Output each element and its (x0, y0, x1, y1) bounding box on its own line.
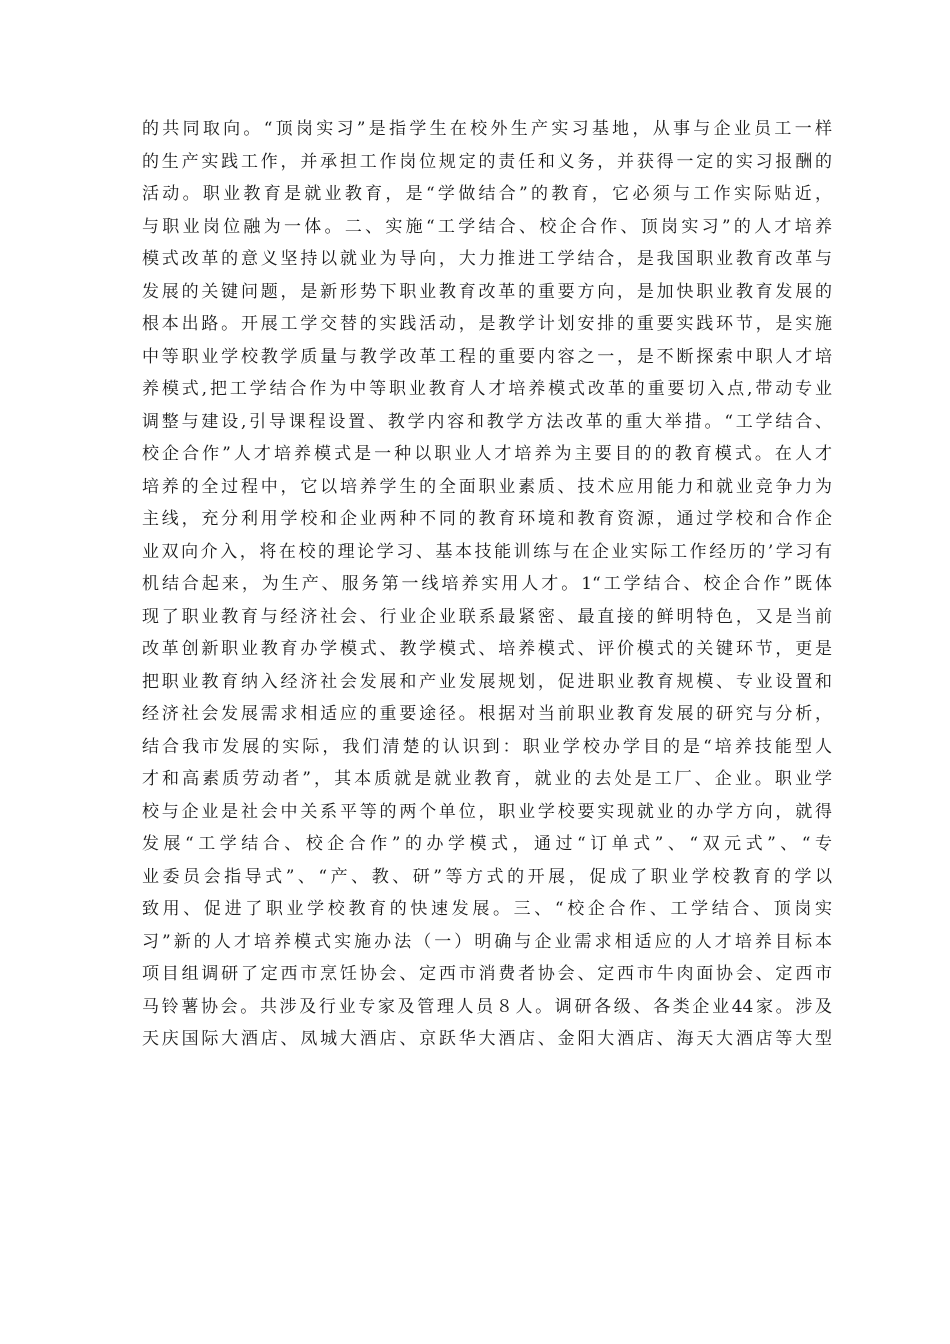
text-line: 校与企业是社会中关系平等的两个单位，职业学校要实现就业的办学方向，就得 (142, 801, 832, 822)
text-line: 调整与建设,引导课程设置、教学内容和教学方法改革的重大举措。“工学结合、 (142, 411, 832, 432)
text-line: 校企合作”人才培养模式是一种以职业人才培养为主要目的的教育模式。在人才 (142, 444, 832, 464)
text-line: 模式改革的意义坚持以就业为导向，大力推进工学结合，是我国职业教育改革与 (142, 249, 832, 269)
text-line: 主线，充分利用学校和企业两种不同的教育环境和教育资源，通过学校和合作企 (142, 509, 832, 529)
text-line: 把职业教育纳入经济社会发展和产业发展规划，促进职业教育规模、专业设置和 (142, 671, 832, 692)
text-line: 与职业岗位融为一体。二、实施“工学结合、校企合作、顶岗实习”的人才培养 (142, 216, 832, 237)
text-line: 活动。职业教育是就业教育，是“学做结合”的教育，它必须与工作实际贴近， (142, 184, 832, 204)
text-line: 发展“工学结合、校企合作”的办学模式，通过“订单式”、“双元式”、“专 (142, 834, 832, 854)
text-line: 天庆国际大酒店、凤城大酒店、京跃华大酒店、金阳大酒店、海天大酒店等大型 (142, 1029, 832, 1049)
text-line: 培养的全过程中，它以培养学生的全面职业素质、技术应用能力和就业竞争力为 (142, 476, 832, 497)
text-line: 的共同取向。“顶岗实习”是指学生在校外生产实习基地，从事与企业员工一样 (142, 119, 832, 139)
text-line: 中等职业学校教学质量与教学改革工程的重要内容之一，是不断探索中职人才培 (142, 346, 832, 367)
text-line: 结合我市发展的实际，我们清楚的认识到：职业学校办学目的是“培养技能型人 (142, 736, 832, 757)
text-line: 项目组调研了定西市烹饪协会、定西市消费者协会、定西市牛肉面协会、定西市 (142, 964, 832, 984)
text-line: 发展的关键问题，是新形势下职业教育改革的重要方向，是加快职业教育发展的 (142, 281, 832, 302)
body-text (142, 113, 832, 1056)
text-line: 经济社会发展需求相适应的重要途径。根据对当前职业教育发展的研究与分析， (142, 704, 832, 724)
text-line: 致用、促进了职业学校教育的快速发展。三、“校企合作、工学结合、顶岗实 (142, 899, 832, 919)
text-line: 养模式,把工学结合作为中等职业教育人才培养模式改革的重要切入点,带动专业 (142, 379, 832, 399)
text-line: 机结合起来，为生产、服务第一线培养实用人才。1“工学结合、校企合作”既体 (142, 574, 832, 594)
text-line: 现了职业教育与经济社会、行业企业联系最紧密、最直接的鲜明特色，又是当前 (142, 606, 832, 627)
text-line: 业双向介入，将在校的理论学习、基本技能训练与在企业实际工作经历的’学习有 (142, 541, 832, 562)
text-line: 业委员会指导式”、“产、教、研”等方式的开展，促成了职业学校教育的学以 (142, 866, 832, 887)
text-line: 马铃薯协会。共涉及行业专家及管理人员８人。调研各级、各类企业44家。涉及 (142, 996, 832, 1017)
text-line: 改革创新职业教育办学模式、教学模式、培养模式、评价模式的关键环节，更是 (142, 639, 832, 659)
text-line: 才和高素质劳动者”，其本质就是就业教育，就业的去处是工厂、企业。职业学 (142, 769, 832, 789)
text-line: 根本出路。开展工学交替的实践活动，是教学计划安排的重要实践环节，是实施 (142, 314, 832, 334)
text-line: 习”新的人才培养模式实施办法（一）明确与企业需求相适应的人才培养目标本 (142, 931, 832, 952)
text-line: 的生产实践工作，并承担工作岗位规定的责任和义务，并获得一定的实习报酬的 (142, 151, 832, 172)
